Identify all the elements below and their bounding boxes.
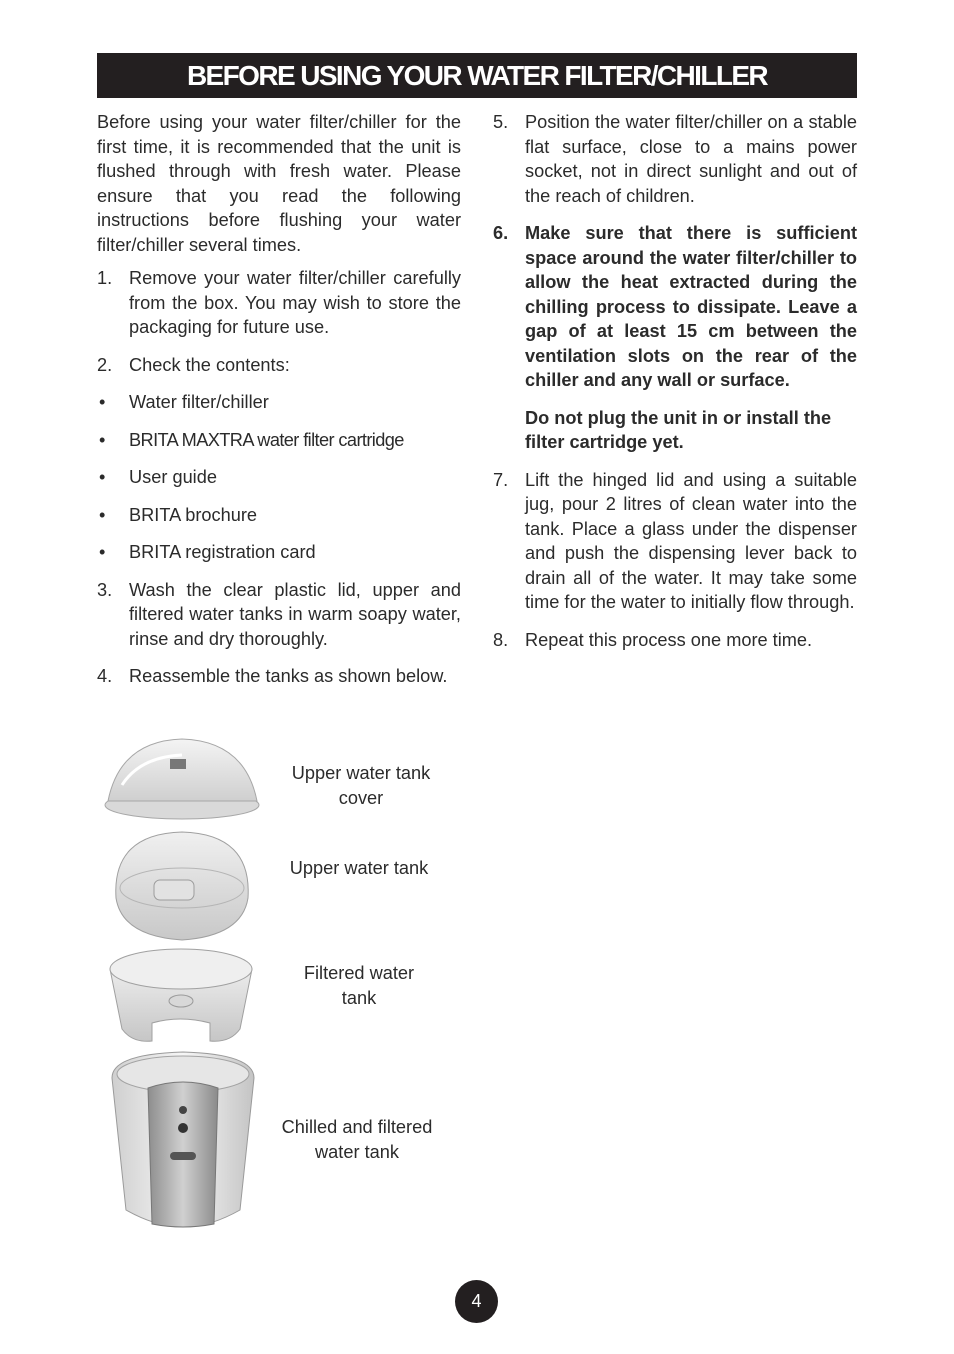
step-text: Reassemble the tanks as shown below. (129, 666, 448, 686)
part-label: Upper water tank (289, 858, 429, 878)
contents-text: BRITA MAXTRA water filter cartridge (129, 429, 404, 450)
step-number: 1. (97, 268, 113, 288)
step-number: 4. (97, 666, 113, 686)
bullet: • (99, 542, 106, 562)
step-item (493, 110, 857, 208)
step-number: 2. (97, 354, 113, 375)
step-item-warning (493, 221, 857, 393)
bullet: • (99, 392, 106, 412)
step-text: Position the water filter/chiller on a stable flat surface, close to a mains power socket, not in direct sunlight and out of the reach of children. (525, 112, 857, 206)
part-label: Upper water tank cover (291, 763, 431, 808)
contents-list-item (97, 465, 461, 490)
contents-text: User guide (129, 467, 217, 487)
step-number: 6. (493, 223, 509, 243)
contents-text: BRITA registration card (129, 542, 316, 562)
intro-paragraph: Before using your water filter/chiller for the first time, it is recommended that the unit is flushed through with fresh water. Please ensure that you read the following instructions before flushing your water filter/chiller several times. (97, 112, 461, 255)
step-item (493, 468, 857, 615)
contents-text: BRITA brochure (129, 504, 258, 525)
step-number: 8. (493, 629, 509, 650)
bullet: • (99, 467, 106, 487)
contents-list-item (97, 390, 461, 415)
step-item (493, 628, 857, 653)
step-number: 3. (97, 579, 113, 600)
contents-text: Water filter/chiller (129, 392, 269, 412)
part-label: Filtered water tank (303, 963, 415, 1008)
bullet: • (99, 504, 106, 525)
step-number: 5. (493, 112, 509, 132)
step-text: Make sure that there is sufficient space around the water filter/chiller to allow the heat extracted during the chilling process to dissipate. Leave a gap of at least 15 cm between the ventilation slots on the rear of the chiller and any wall or surface. (525, 223, 857, 390)
contents-list-item (97, 503, 461, 528)
filtered-tank-icon (106, 943, 256, 1048)
page-title-bar (97, 53, 857, 98)
step-item (97, 353, 461, 378)
contents-list-item (97, 428, 461, 453)
step-text: Repeat this process one more time. (525, 629, 813, 650)
step-item (97, 664, 461, 689)
chiller-unit-icon (108, 1048, 258, 1230)
step-text: Wash the clear plastic lid, upper and filtered water tanks in warm soapy water, rinse and dry thoroughly. (129, 579, 461, 649)
upper-tank-icon (108, 828, 256, 946)
tank-cover-icon (100, 735, 265, 825)
contents-list-item (97, 540, 461, 565)
step-item (97, 578, 461, 652)
page-number: 4 (455, 1280, 498, 1323)
step-6-note: Do not plug the unit in or install the filter cartridge yet. (525, 407, 832, 452)
left-column (97, 110, 461, 689)
step-number: 7. (493, 469, 509, 490)
page-title: BEFORE USING YOUR WATER FILTER/CHILLER (186, 59, 768, 91)
right-column (493, 110, 857, 652)
part-label: Chilled and filtered water tank (281, 1117, 433, 1162)
step-text: Remove your water filter/chiller carefully from the box. You may wish to store the packaging for future use. (129, 268, 461, 337)
step-text: Lift the hinged lid and using a suitable jug, pour 2 litres of clean water into the tank. Place a glass under the dispenser and push the dispensing lever back to drain all of the water. It may take some time for the water to initially flow through. (525, 469, 857, 612)
step-text: Check the contents: (129, 354, 290, 375)
bullet: • (99, 429, 106, 450)
step-item (97, 266, 461, 340)
